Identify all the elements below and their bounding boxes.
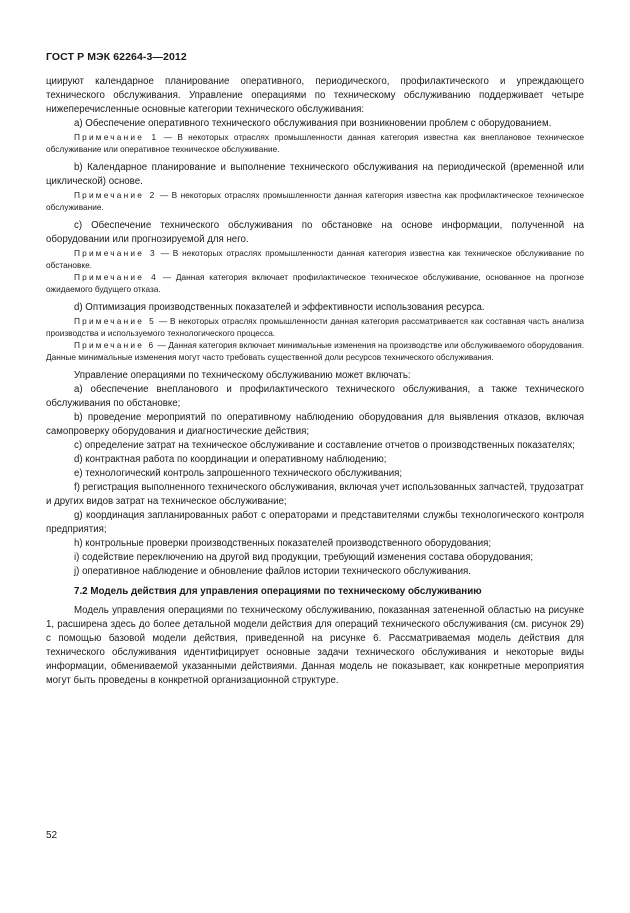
final-paragraph: Модель управления операциями по техническому обслуживанию, показанная затененной областью на рисунке 1, расширена здесь до более детальной модели действия для операций технического обслуживания (см. рисунок 29) с помощью базовой модели действия, приведенной на рисунке 6. Рассматриваемая модель действия для технического обслуживания идентифицирует основные задачи технического обслуживания и некоторые виды информации, обмениваемой указанными действиями. Данная модель не показывает, как конкретные мероприятия могут быть проведены в конкретной организационной структуре. bbox=[46, 605, 584, 686]
category-a: а) Обеспечение оперативного технического обслуживания при возникновении проблем с оборудованием. bbox=[74, 118, 552, 129]
list-item: е) технологический контроль запрошенного технического обслуживания; bbox=[74, 468, 403, 479]
category-c: с) Обеспечение технического обслуживания по обстановке на основе информации, полученной на оборудовании или прогнозируемой для него. bbox=[46, 220, 584, 245]
note-5 bbox=[46, 315, 584, 339]
note-3 bbox=[46, 247, 584, 271]
list-item: i) содействие переключению на другой вид продукции, требующий изменения состава оборудования; bbox=[74, 552, 534, 563]
category-b: b) Календарное планирование и выполнение технического обслуживания на периодической (временной или циклической) основе. bbox=[46, 162, 584, 187]
document-body bbox=[46, 75, 584, 688]
category-d: d) Оптимизация производственных показателей и эффективности использования ресурса. bbox=[74, 302, 485, 313]
note-text: — Данная категория включает минимальные изменения на производстве или обслуживаемого оборудования. Данные минимальные изменения могут часто требовать существенной доли ресурсов технического обслуживания. bbox=[46, 340, 585, 362]
note-label: Примечание 2 bbox=[74, 190, 157, 200]
note-text: — В некоторых отраслях промышленности данная категория известна как техническое обслуживание по обстановке. bbox=[46, 248, 584, 270]
list-item: с) определение затрат на техническое обслуживание и составление отчетов о производственных показателях; bbox=[74, 440, 575, 451]
list-item: j) оперативное наблюдение и обновление файлов истории технического обслуживания. bbox=[74, 566, 471, 577]
note-label: Примечание 3 bbox=[74, 248, 157, 258]
list-item: h) контрольные проверки производственных показателей производственного оборудования; bbox=[74, 538, 492, 549]
list-item: b) проведение мероприятий по оперативному наблюдению оборудования для выявления отказов, включая самопроверку оборудования и диагностические действия; bbox=[46, 412, 584, 437]
note-text: — Данная категория включает профилактическое техническое обслуживание, основанное на прогнозе ожидаемого будущего отказа. bbox=[46, 272, 584, 294]
list-item: f) регистрация выполненного технического обслуживания, включая учет использованных запчастей, трудозатрат и других видов затрат на техническое обслуживание; bbox=[46, 482, 584, 507]
page-number: 52 bbox=[46, 830, 58, 841]
note-text: — В некоторых отраслях промышленности данная категория рассматривается как составная часть анализа производства и используемого технологического процесса. bbox=[46, 316, 585, 338]
note-4 bbox=[46, 271, 584, 295]
note-label: Примечание 5 bbox=[74, 316, 156, 326]
list-item: g) координация запланированных работ с операторами и представителями службы технологического контроля предприятия; bbox=[46, 510, 584, 535]
note-text: — В некоторых отраслях промышленности данная категория известна как профилактическое техническое обслуживание. bbox=[46, 190, 584, 212]
note-1 bbox=[46, 131, 584, 155]
note-6 bbox=[46, 339, 584, 363]
list-intro: Управление операциями по техническому обслуживанию может включать: bbox=[74, 370, 411, 381]
note-label: Примечание 1 bbox=[74, 132, 159, 142]
document-header: ГОСТ Р МЭК 62264-3—2012 bbox=[46, 51, 187, 63]
note-label: Примечание 4 bbox=[74, 272, 158, 282]
note-text: — В некоторых отраслях промышленности данная категория известна как внеплановое техническое обслуживание или оперативное техническое обслуживание. bbox=[46, 132, 585, 154]
intro-paragraph: циируют календарное планирование оперативного, периодического, профилактического и упреждающего технического обслуживания. Управление операциями по техническому обслуживанию поддерживает четыре нижеперечисленные основные категории технического обслуживания: bbox=[46, 76, 584, 115]
list-item: а) обеспечение внепланового и профилактического технического обслуживания, а также технического обслуживания по обстановке; bbox=[46, 384, 584, 409]
list-item: d) контрактная работа по координации и оперативному наблюдению; bbox=[74, 454, 387, 465]
section-heading: 7.2 Модель действия для управления операциями по техническому обслуживанию bbox=[74, 586, 482, 597]
note-2 bbox=[46, 189, 584, 213]
note-label: Примечание 6 bbox=[74, 340, 156, 350]
